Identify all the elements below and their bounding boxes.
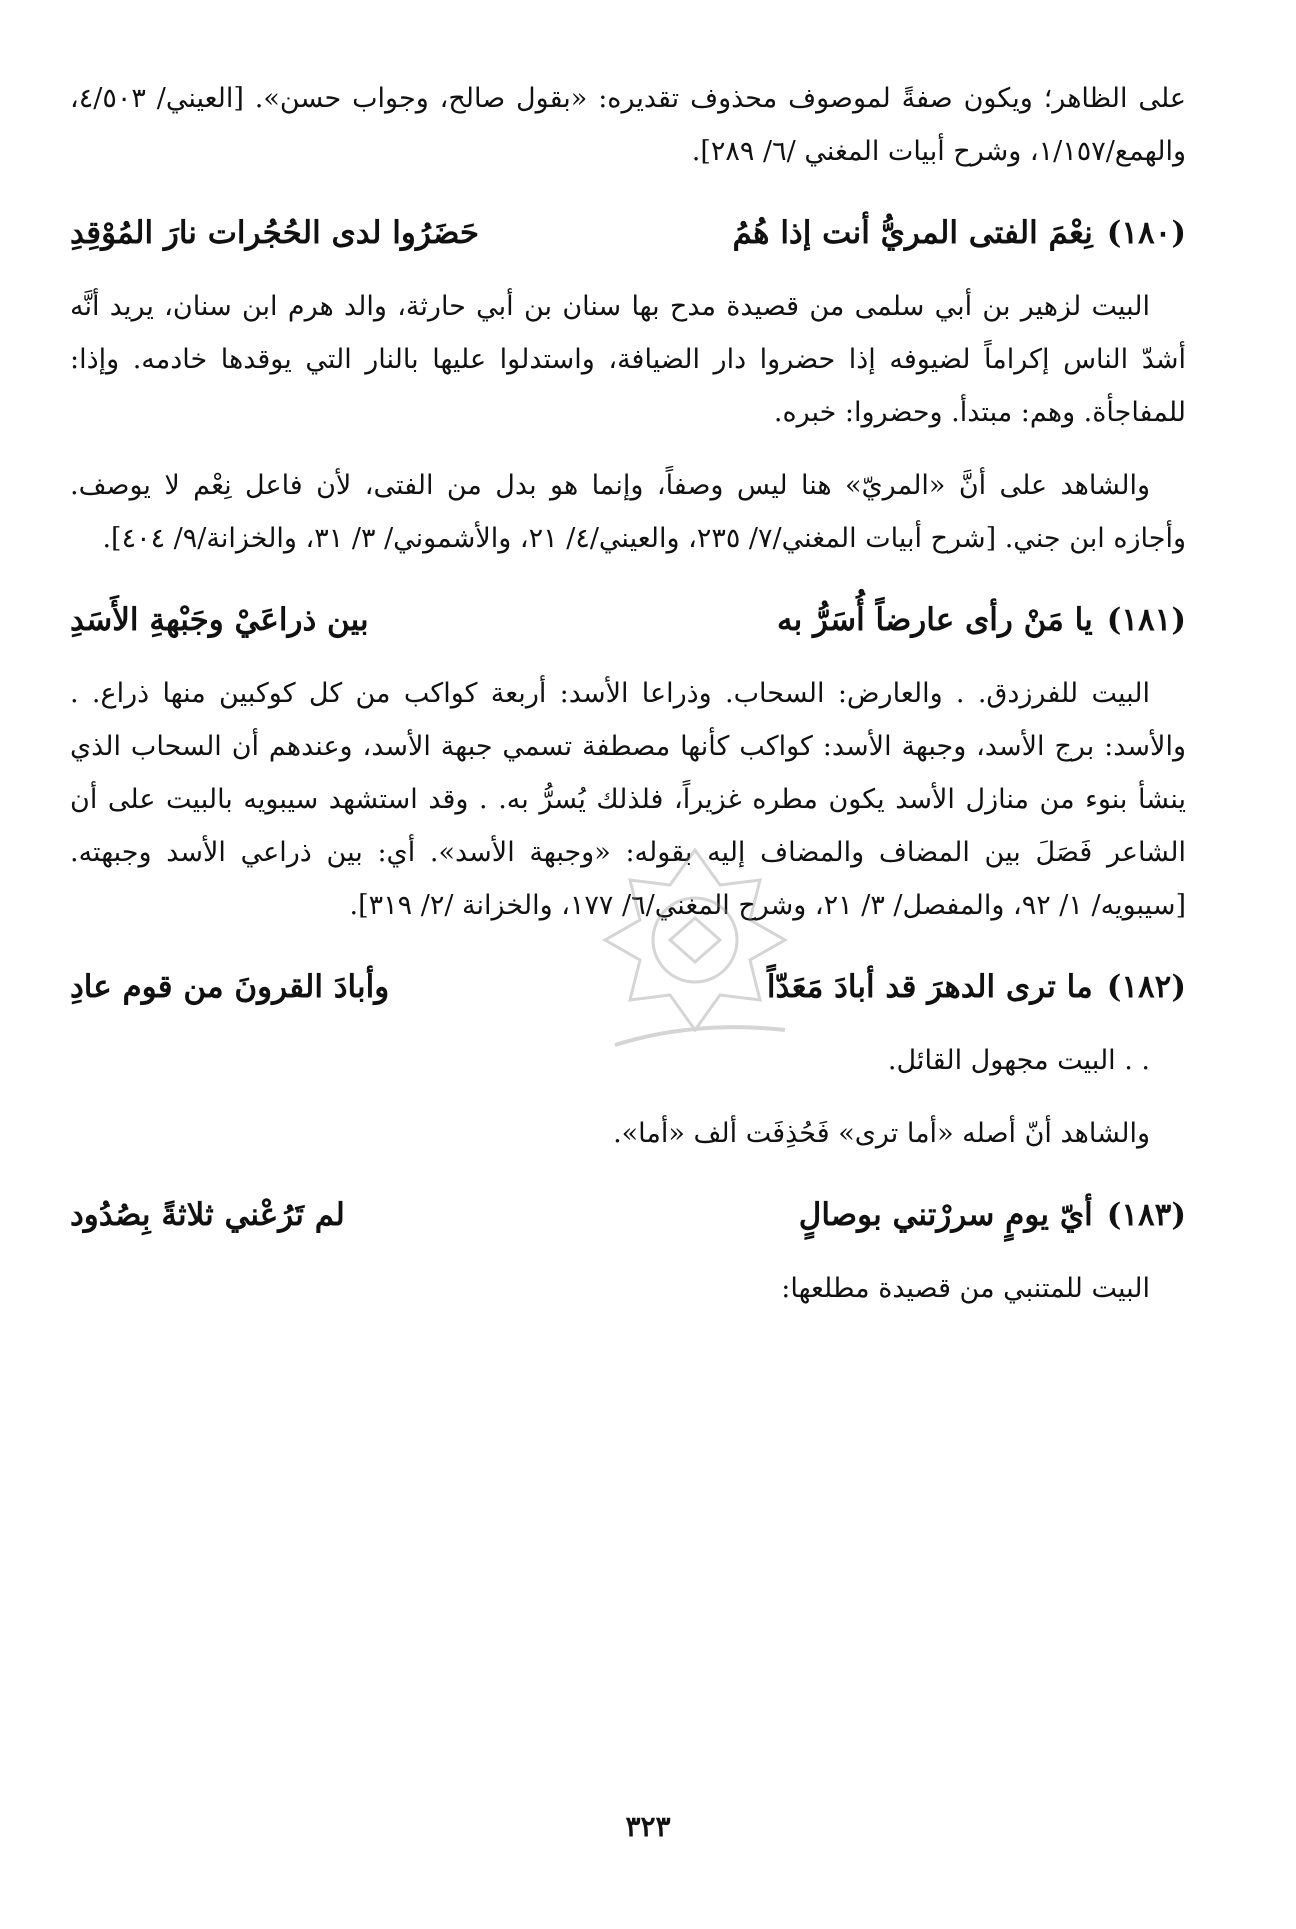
commentary-183: البيت للمتنبي من قصيدة مطلعها:	[781, 1273, 1150, 1304]
commentary-180-attribution: البيت لزهير بن أبي سلمى من قصيدة مدح بها سنان بن أبي حارثة، والد هرم ابن سنان، يريد أنَّه أشدّ الناس إكراماً لضيوفه إذا حضروا دار الضيافة، واستدلوا عليها بالنار التي يوقدها خادمه. وإذا: للمفاجأة. وهم: مبتدأ. وحضروا: خبره.	[70, 291, 1186, 428]
verse-second-hemistich: وأبادَ القرونَ من قوم عادِ	[70, 969, 390, 1005]
verse-number: (١٨٣)	[1106, 1197, 1186, 1233]
verse-182	[70, 958, 1186, 1016]
verse-first-hemistich: نِعْمَ الفتى المريُّ أنت إذا هُمُ	[732, 215, 1093, 251]
verse-second-hemistich: بين ذراعَيْ وجَبْهةِ الأَسَدِ	[70, 602, 369, 638]
page-number: ٣٢٣	[625, 1810, 671, 1843]
verse-first-hemistich: يا مَنْ رأى عارضاً أُسَرُّ به	[776, 602, 1093, 638]
verse-number: (١٨٠)	[1106, 215, 1186, 251]
commentary-182-evidence: والشاهد أنّ أصله «أما ترى» فَحُذِفَت ألف «أما».	[613, 1118, 1150, 1149]
verse-183	[70, 1186, 1186, 1244]
verse-180	[70, 204, 1186, 262]
commentary-181: البيت للفرزدق. . والعارض: السحاب. وذراعا الأسد: أربعة كواكب من كل كوكبين منها ذراع. . والأسد: برج الأسد، وجبهة الأسد: كواكب كأنها مصطفة تسمي جبهة الأسد، وعندهم أن السحاب الذي ينشأ بنوء من منازل الأسد يكون مطره غزيراً، فلذلك يُسرُّ به. . وقد استشهد سيبويه بالبيت على أن الشاعر فَصَلَ بين المضاف والمضاف إليه بقوله: «وجبهة الأسد». أي: بين ذراعي الأسد وجبهته. [سيبويه/ ١/ ٩٢، والمفصل/ ٣/ ٢١، وشرح المغني/٦/ ١٧٧، والخزانة /٢/ ٣١٩].	[70, 678, 1186, 921]
verse-number: (١٨١)	[1106, 602, 1186, 638]
page-body	[70, 72, 1186, 1315]
verse-number: (١٨٢)	[1106, 969, 1186, 1005]
verse-181	[70, 591, 1186, 649]
verse-first-hemistich: أيّ يومٍ سررْتني بوصالٍ	[798, 1197, 1093, 1233]
commentary-180-evidence: والشاهد على أنَّ «المريّ» هنا ليس وصفاً، وإنما هو بدل من الفتى، لأن فاعل نِعْم لا يوصف. وأجازه ابن جني. [شرح أبيات المغني/٧/ ٢٣٥، والعيني/٤/ ٢١، والأشموني/ ٣/ ٣١، والخزانة/٩/ ٤٠٤].	[70, 470, 1186, 554]
verse-first-hemistich: ما ترى الدهرَ قد أبادَ مَعَدّاً	[766, 969, 1093, 1005]
verse-second-hemistich: لم تَرُعْني ثلاثةً بِصُدُود	[70, 1197, 345, 1233]
verse-second-hemistich: حَضَرُوا لدى الحُجُرات نارَ المُوْقِدِ	[70, 215, 479, 251]
commentary-182-attribution: . . البيت مجهول القائل.	[887, 1045, 1150, 1076]
paragraph-continuation: على الظاهر؛ ويكون صفةً لموصوف محذوف تقديره: «بقول صالح، وجواب حسن». [العيني/ ٤/٥٠٣، والهمع/١/١٥٧، وشرح أبيات المغني /٦/ ٢٨٩].	[70, 83, 1186, 167]
